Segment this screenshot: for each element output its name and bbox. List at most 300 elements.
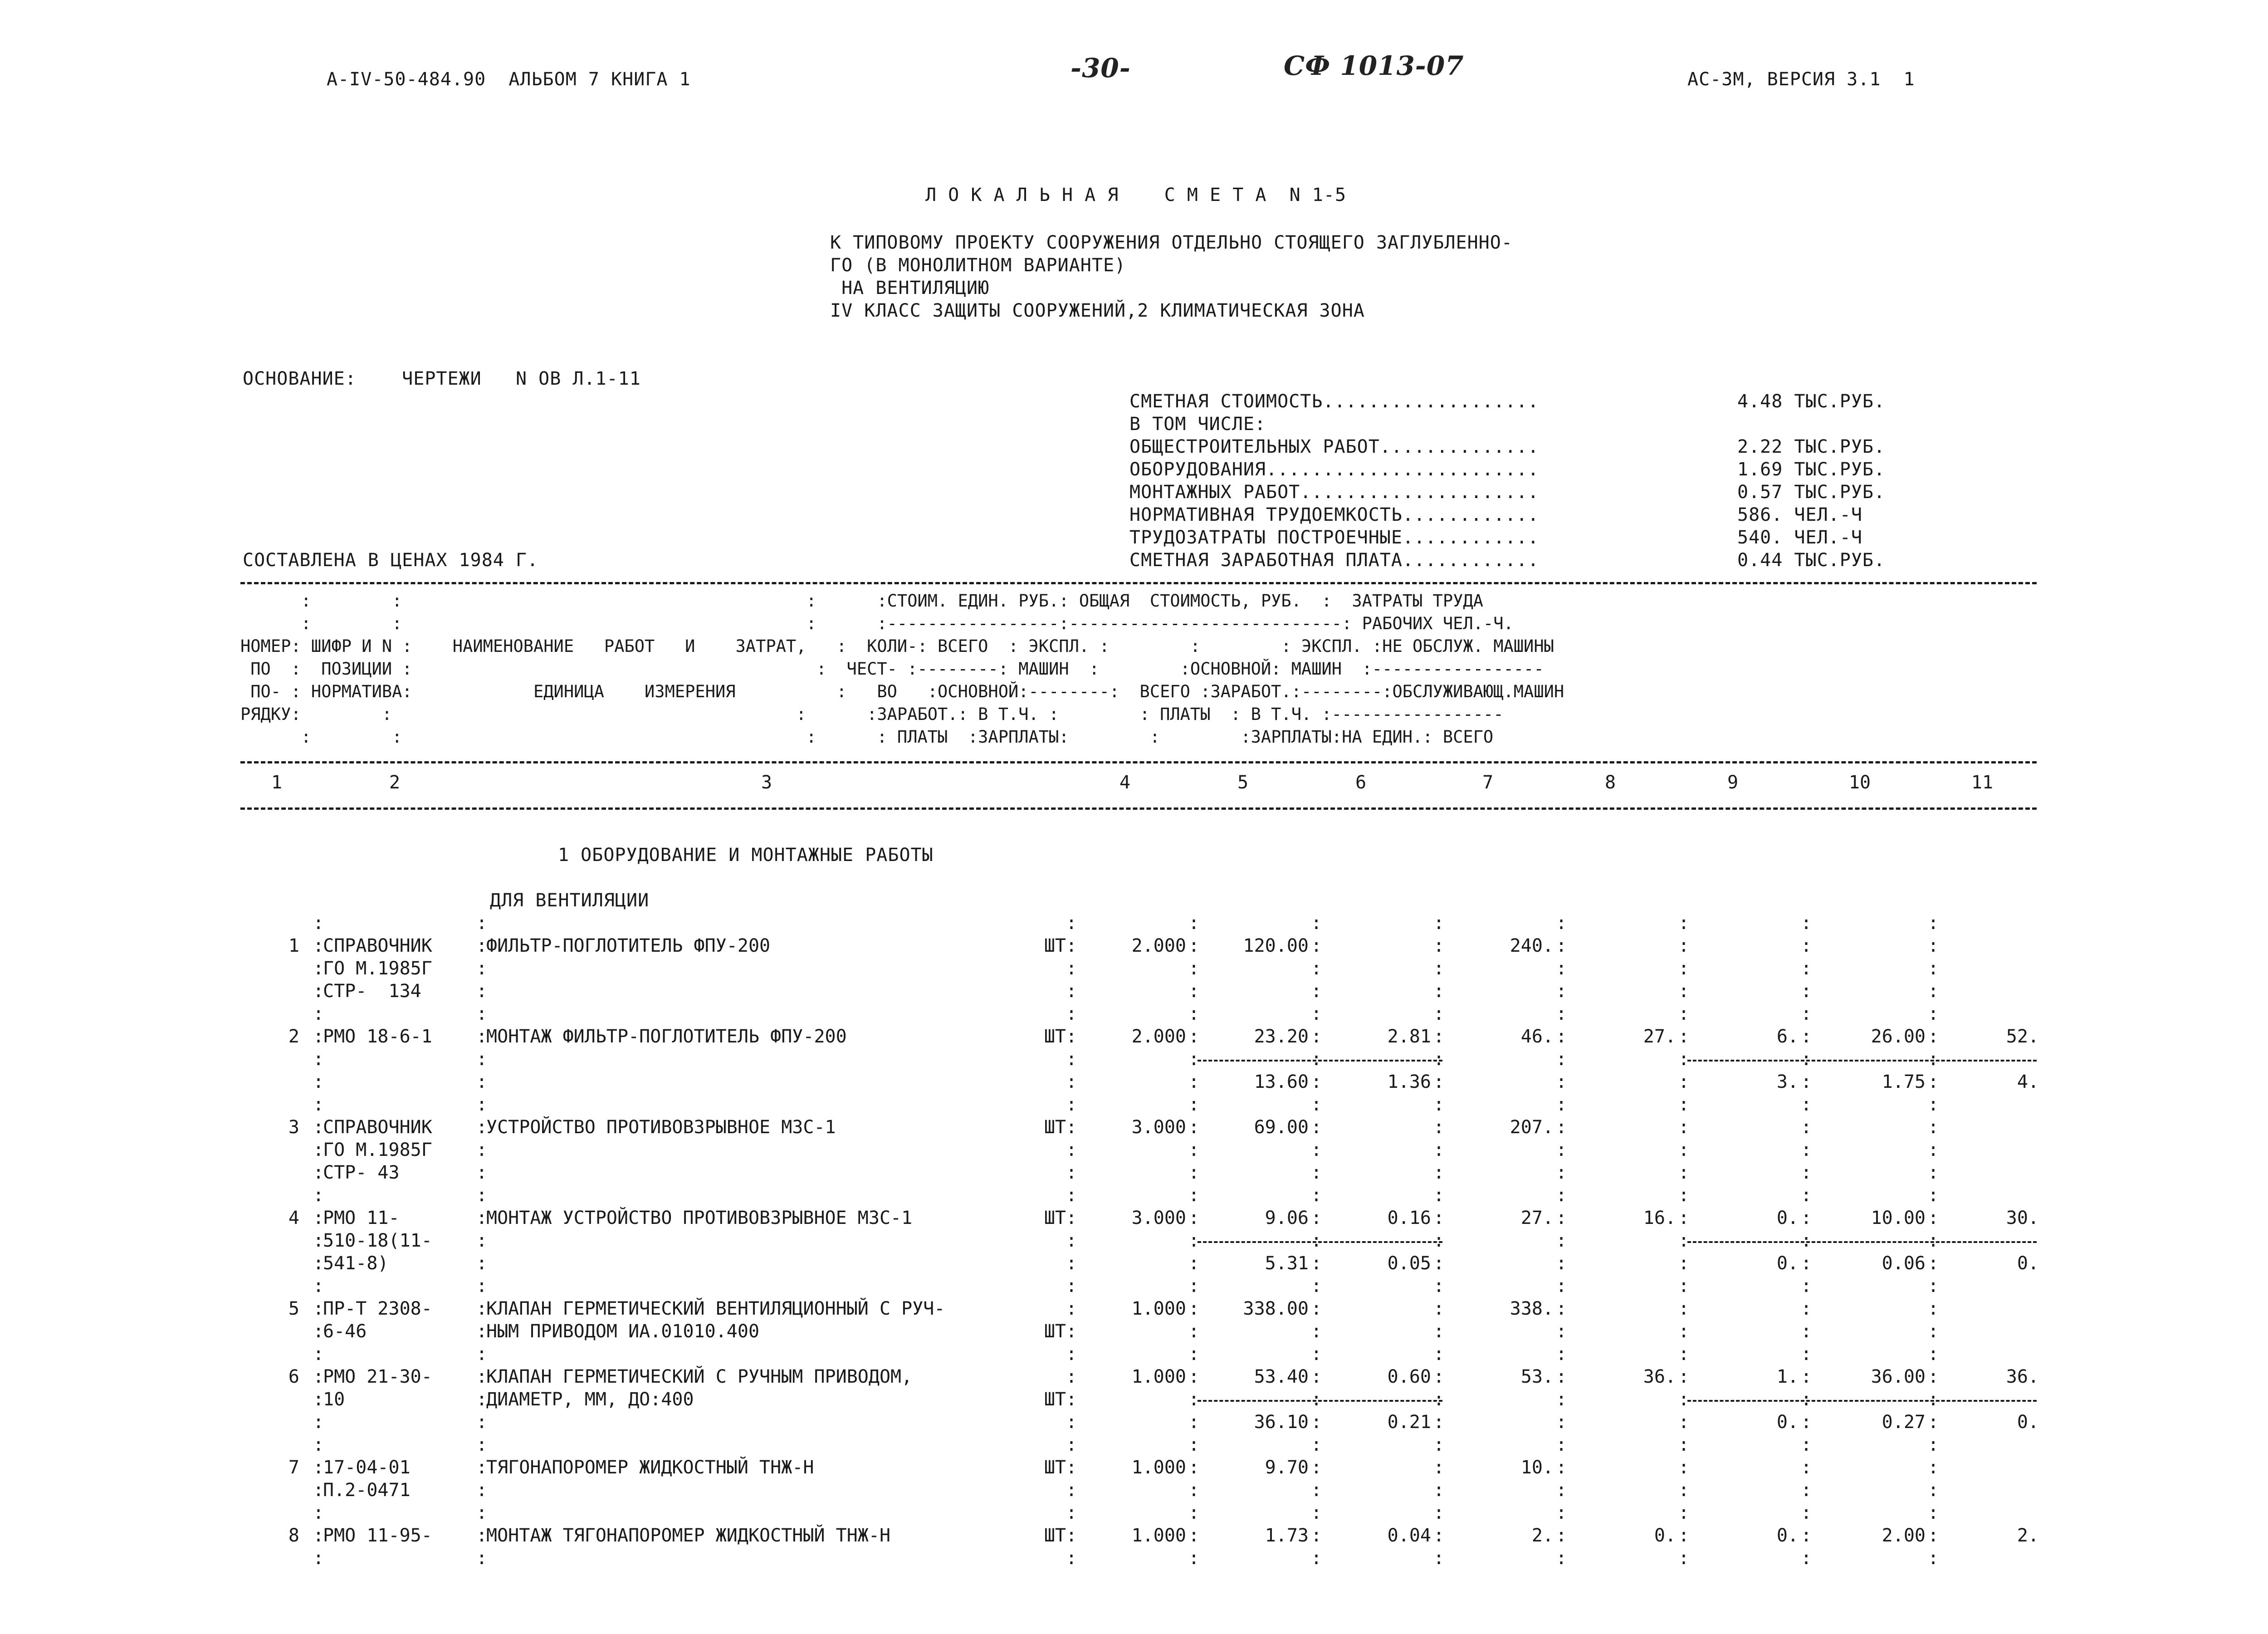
column-separator: : [1556, 1321, 1567, 1342]
total-base-wages: 36. [1643, 1366, 1676, 1387]
column-separator: : [1188, 1094, 1200, 1115]
column-separator: : [1556, 1412, 1567, 1433]
unit-cost-machines: 0.16 [1387, 1208, 1431, 1228]
column-separator: : [1801, 1366, 1812, 1387]
column-separator: : [1678, 1434, 1690, 1455]
column-separator: : [1801, 1298, 1812, 1319]
column-separator: : [1928, 935, 1939, 956]
column-separator: : [1311, 1003, 1322, 1024]
column-separator: : [1066, 1185, 1077, 1206]
column-separator: : [1311, 1071, 1322, 1092]
column-separator: : [476, 1276, 488, 1296]
column-separator: : [1678, 1117, 1690, 1138]
column-separator: : [1678, 1321, 1690, 1342]
column-separator: : [1928, 1276, 1939, 1296]
column-separator: : [1188, 1071, 1200, 1092]
total-machines: 0. [1776, 1525, 1799, 1546]
column-separator: : [1801, 1140, 1812, 1160]
column-separator: : [1556, 1366, 1567, 1387]
column-separator: : [1928, 1253, 1939, 1274]
column-separator: : [1066, 1276, 1077, 1296]
total-base-wages: 16. [1643, 1208, 1676, 1228]
item-name: МОНТАЖ ФИЛЬТР-ПОГЛОТИТЕЛЬ ФПУ-200 [486, 1026, 847, 1047]
column-separator: : [1678, 1366, 1690, 1387]
column-separator: : [1678, 1162, 1690, 1183]
column-separator: : [1433, 1162, 1445, 1183]
column-separator: : [313, 1276, 324, 1296]
column-separator: : [1311, 1298, 1322, 1319]
header-line: РЯДКУ: : : :ЗАРАБОТ.: В Т.Ч. : : ПЛАТЫ : В Т.Ч. :----------------- [240, 704, 1504, 724]
column-separator: : [1188, 1026, 1200, 1047]
column-separator: : [1433, 1344, 1445, 1365]
norm-code: 6-46 [323, 1321, 367, 1342]
column-separator: : [1928, 1230, 1939, 1251]
column-separator: : [476, 1071, 488, 1092]
column-separator: : [1678, 1276, 1690, 1296]
summary-value: 0.44 ТЫС.РУБ. [1737, 550, 1886, 571]
column-separator: : [476, 1230, 488, 1251]
labor-machines-total: 0. [2017, 1412, 2039, 1433]
column-separator: : [476, 1548, 488, 1569]
unit-cost-total: 1.73 [1265, 1525, 1309, 1546]
column-separator: : [1801, 1162, 1812, 1183]
column-separator: : [1928, 1003, 1939, 1024]
column-separator: : [1678, 1253, 1690, 1274]
column-separator: : [1928, 1140, 1939, 1160]
item-name: УСТРОЙСТВО ПРОТИВОВЗРЫВНОЕ МЗС-1 [486, 1117, 836, 1138]
column-separator: : [476, 1208, 488, 1228]
column-separator: : [1928, 1502, 1939, 1523]
total-cost: 53. [1520, 1366, 1554, 1387]
column-separator: : [1678, 1230, 1690, 1251]
column-separator: : [1433, 1366, 1445, 1387]
row-number: 6 [288, 1366, 299, 1387]
column-number: 2 [389, 772, 401, 793]
column-separator: : [1433, 1548, 1445, 1569]
column-separator: : [1801, 1502, 1812, 1523]
column-separator: : [1188, 1389, 1200, 1410]
column-separator: : [1066, 958, 1077, 979]
unit: ШТ [1044, 935, 1066, 956]
norm-code: СПРАВОЧНИК [323, 1117, 432, 1138]
labor-machines-total: 0. [2017, 1253, 2039, 1274]
column-separator: : [1678, 1071, 1690, 1092]
unit-cost-total: 338.00 [1243, 1298, 1309, 1319]
section-title: 1 ОБОРУДОВАНИЕ И МОНТАЖНЫЕ РАБОТЫ [558, 845, 934, 866]
column-separator: : [1188, 1253, 1200, 1274]
row-number: 2 [288, 1026, 299, 1047]
software-version: АС-3М, ВЕРСИЯ 3.1 1 [1687, 69, 1915, 90]
column-separator: : [1928, 1525, 1939, 1546]
quantity: 3.000 [1131, 1117, 1186, 1138]
quantity: 1.000 [1131, 1366, 1186, 1387]
column-separator: : [1066, 935, 1077, 956]
column-separator: : [1556, 1525, 1567, 1546]
item-name: ДИАМЕТР, ММ, ДО:400 [486, 1389, 694, 1410]
unit: ШТ [1044, 1389, 1066, 1410]
labor-total: 2. [2017, 1525, 2039, 1546]
column-separator: : [1311, 1344, 1322, 1365]
labor-per-unit: 10.00 [1871, 1208, 1926, 1228]
column-separator: : [1311, 1321, 1322, 1342]
labor-per-unit: 36.00 [1871, 1366, 1926, 1387]
column-separator: : [1928, 1480, 1939, 1501]
header-line: ПО : ПОЗИЦИИ : : ЧЕСТ- :--------: МАШИН : :ОСНОВНОЙ: МАШИН :----------------- [240, 659, 1544, 679]
column-number: 7 [1482, 772, 1494, 793]
column-separator: : [1433, 913, 1445, 934]
column-separator: : [1433, 1185, 1445, 1206]
column-separator: : [1066, 1389, 1077, 1410]
column-separator: : [1433, 1026, 1445, 1047]
norm-code: РМО 11- [323, 1208, 400, 1228]
labor-machines-per-unit: 0.27 [1882, 1412, 1926, 1433]
column-separator: : [1433, 1253, 1445, 1274]
divider [240, 761, 2037, 763]
column-separator: : [1311, 1525, 1322, 1546]
column-separator: : [313, 1208, 324, 1228]
item-name: НЫМ ПРИВОДОМ ИА.01010.400 [486, 1321, 760, 1342]
column-separator: : [1928, 1162, 1939, 1183]
column-separator: : [1433, 1003, 1445, 1024]
row-number: 7 [288, 1457, 299, 1478]
divider [1687, 1400, 2037, 1402]
column-separator: : [1678, 1457, 1690, 1478]
column-separator: : [476, 1117, 488, 1138]
total-machines: 0. [1776, 1208, 1799, 1228]
column-separator: : [1928, 1389, 1939, 1410]
column-separator: : [476, 935, 488, 956]
column-separator: : [1433, 1480, 1445, 1501]
column-separator: : [1433, 1140, 1445, 1160]
total-cost: 2. [1531, 1525, 1554, 1546]
norm-code: РМО 21-30- [323, 1366, 432, 1387]
column-separator: : [1311, 1230, 1322, 1251]
column-separator: : [476, 1412, 488, 1433]
total-cost: 10. [1520, 1457, 1554, 1478]
column-separator: : [1556, 1208, 1567, 1228]
column-separator: : [1678, 1185, 1690, 1206]
section-subtitle: ДЛЯ ВЕНТИЛЯЦИИ [490, 890, 650, 911]
album-reference: А-IV-50-484.90 АЛЬБОМ 7 КНИГА 1 [327, 69, 691, 90]
column-separator: : [1678, 1548, 1690, 1569]
column-separator: : [313, 913, 324, 934]
project-line-2: ГО (В МОНОЛИТНОМ ВАРИАНТЕ) [830, 255, 1126, 276]
column-separator: : [1188, 1140, 1200, 1160]
column-separator: : [1928, 1412, 1939, 1433]
column-separator: : [1556, 1548, 1567, 1569]
column-separator: : [476, 1140, 488, 1160]
total-cost: 27. [1520, 1208, 1554, 1228]
divider [240, 807, 2037, 810]
labor-machines-per-unit: 1.75 [1882, 1071, 1926, 1092]
norm-code: ГО М.1985Г [323, 1140, 432, 1160]
column-separator: : [1556, 1344, 1567, 1365]
column-separator: : [1678, 1094, 1690, 1115]
total-base-wages: 27. [1643, 1026, 1676, 1047]
base-wages-per-unit: 5.31 [1265, 1253, 1309, 1274]
column-separator: : [1188, 1298, 1200, 1319]
total-base-wages: 0. [1654, 1525, 1676, 1546]
column-separator: : [1188, 1003, 1200, 1024]
column-separator: : [476, 1094, 488, 1115]
column-separator: : [1066, 1003, 1077, 1024]
column-separator: : [313, 1140, 324, 1160]
column-number: 1 [271, 772, 283, 793]
column-separator: : [1556, 1162, 1567, 1183]
column-separator: : [476, 1321, 488, 1342]
column-separator: : [1066, 1071, 1077, 1092]
column-separator: : [1066, 1344, 1077, 1365]
column-separator: : [1311, 1434, 1322, 1455]
column-separator: : [1433, 1457, 1445, 1478]
column-separator: : [476, 1026, 488, 1047]
column-separator: : [313, 1502, 324, 1523]
norm-code: ПР-Т 2308- [323, 1298, 432, 1319]
column-separator: : [1311, 1049, 1322, 1070]
column-separator: : [1433, 1434, 1445, 1455]
column-separator: : [1433, 1389, 1445, 1410]
column-separator: : [1066, 1230, 1077, 1251]
column-separator: : [1066, 1140, 1077, 1160]
column-separator: : [1433, 1525, 1445, 1546]
column-separator: : [1928, 1344, 1939, 1365]
column-separator: : [1678, 1389, 1690, 1410]
total-cost: 240. [1510, 935, 1554, 956]
column-number: 4 [1119, 772, 1131, 793]
column-number: 3 [761, 772, 772, 793]
column-separator: : [1801, 1548, 1812, 1569]
column-separator: : [1801, 1434, 1812, 1455]
unit: ШТ [1044, 1208, 1066, 1228]
column-separator: : [313, 1071, 324, 1092]
labor-machines-total: 4. [2017, 1071, 2039, 1092]
column-separator: : [313, 1253, 324, 1274]
column-separator: : [313, 1366, 324, 1387]
unit: ШТ [1044, 1117, 1066, 1138]
column-separator: : [1928, 1049, 1939, 1070]
summary-value: 2.22 ТЫС.РУБ. [1737, 436, 1886, 457]
price-basis: СОСТАВЛЕНА В ЦЕНАХ 1984 Г. [243, 550, 539, 571]
column-separator: : [1433, 981, 1445, 1002]
column-separator: : [1311, 1366, 1322, 1387]
column-separator: : [1433, 935, 1445, 956]
column-separator: : [1188, 981, 1200, 1002]
column-separator: : [1678, 935, 1690, 956]
machine-wages-total: 0. [1776, 1412, 1799, 1433]
column-separator: : [1556, 1117, 1567, 1138]
unit-cost-machines: 0.60 [1387, 1366, 1431, 1387]
total-cost: 207. [1510, 1117, 1554, 1138]
labor-total: 30. [2006, 1208, 2039, 1228]
column-separator: : [476, 913, 488, 934]
column-separator: : [1801, 1457, 1812, 1478]
item-name: МОНТАЖ УСТРОЙСТВО ПРОТИВОВЗРЫВНОЕ МЗС-1 [486, 1208, 913, 1228]
column-separator: : [313, 1026, 324, 1047]
column-separator: : [1801, 913, 1812, 934]
column-separator: : [1188, 1321, 1200, 1342]
column-separator: : [1188, 1412, 1200, 1433]
column-separator: : [476, 1525, 488, 1546]
column-separator: : [1801, 1049, 1812, 1070]
item-name: КЛАПАН ГЕРМЕТИЧЕСКИЙ ВЕНТИЛЯЦИОННЫЙ С РУЧ- [486, 1298, 945, 1319]
unit-cost-total: 120.00 [1243, 935, 1309, 956]
column-separator: : [476, 1434, 488, 1455]
summary-label: СМЕТНАЯ ЗАРАБОТНАЯ ПЛАТА............ [1129, 550, 1539, 571]
item-name: КЛАПАН ГЕРМЕТИЧЕСКИЙ С РУЧНЫМ ПРИВОДОМ, [486, 1366, 913, 1387]
column-separator: : [1678, 1140, 1690, 1160]
machine-wages-per-unit: 0.21 [1387, 1412, 1431, 1433]
base-wages-per-unit: 36.10 [1254, 1412, 1309, 1433]
column-separator: : [1556, 1434, 1567, 1455]
labor-machines-per-unit: 0.06 [1882, 1253, 1926, 1274]
column-separator: : [1678, 1208, 1690, 1228]
column-separator: : [313, 1389, 324, 1410]
column-separator: : [1066, 1434, 1077, 1455]
column-separator: : [313, 1003, 324, 1024]
column-separator: : [1188, 1185, 1200, 1206]
unit-cost-machines: 2.81 [1387, 1026, 1431, 1047]
divider [1198, 1241, 1442, 1243]
column-separator: : [1311, 1208, 1322, 1228]
norm-code: 510-18(11- [323, 1230, 432, 1251]
norm-code: СПРАВОЧНИК [323, 935, 432, 956]
column-separator: : [1433, 958, 1445, 979]
column-separator: : [1801, 1094, 1812, 1115]
norm-code: ГО М.1985Г [323, 958, 432, 979]
divider [1198, 1400, 1442, 1402]
project-line-4: IV КЛАСС ЗАЩИТЫ СООРУЖЕНИЙ,2 КЛИМАТИЧЕСКАЯ ЗОНА [830, 300, 1365, 321]
column-separator: : [1801, 1185, 1812, 1206]
column-separator: : [1556, 1094, 1567, 1115]
divider [240, 582, 2037, 584]
column-separator: : [313, 1525, 324, 1546]
column-separator: : [1928, 1026, 1939, 1047]
column-separator: : [476, 1185, 488, 1206]
column-separator: : [1678, 1026, 1690, 1047]
column-separator: : [1433, 1049, 1445, 1070]
column-separator: : [1801, 1003, 1812, 1024]
column-separator: : [313, 958, 324, 979]
column-separator: : [1928, 913, 1939, 934]
column-separator: : [1556, 1502, 1567, 1523]
row-number: 5 [288, 1298, 299, 1319]
header-line: : : : :СТОИМ. ЕДИН. РУБ.: ОБЩАЯ СТОИМОСТЬ, РУБ. : ЗАТРАТЫ ТРУДА [240, 591, 1483, 611]
summary-value: 1.69 ТЫС.РУБ. [1737, 459, 1886, 480]
column-separator: : [313, 1480, 324, 1501]
column-separator: : [476, 958, 488, 979]
column-separator: : [476, 1344, 488, 1365]
unit-cost-total: 53.40 [1254, 1366, 1309, 1387]
column-separator: : [1928, 1457, 1939, 1478]
column-separator: : [1311, 1412, 1322, 1433]
column-separator: : [1188, 1457, 1200, 1478]
header-line: : : : : ПЛАТЫ :ЗАРПЛАТЫ: : :ЗАРПЛАТЫ:НА ЕДИН.: ВСЕГО [240, 727, 1494, 747]
summary-value: 540. ЧЕЛ.-Ч [1737, 527, 1862, 548]
column-separator: : [1928, 1298, 1939, 1319]
column-separator: : [313, 935, 324, 956]
column-separator: : [1556, 1140, 1567, 1160]
column-separator: : [1311, 1548, 1322, 1569]
column-separator: : [1678, 1525, 1690, 1546]
column-separator: : [1556, 981, 1567, 1002]
column-separator: : [1311, 1026, 1322, 1047]
column-separator: : [476, 1253, 488, 1274]
summary-value: 4.48 ТЫС.РУБ. [1737, 391, 1886, 412]
column-separator: : [313, 1094, 324, 1115]
column-separator: : [1188, 1208, 1200, 1228]
unit: ШТ [1044, 1525, 1066, 1546]
column-separator: : [313, 1298, 324, 1319]
column-separator: : [1928, 1117, 1939, 1138]
column-separator: : [1556, 1230, 1567, 1251]
column-separator: : [1678, 1344, 1690, 1365]
column-separator: : [313, 1230, 324, 1251]
column-separator: : [1556, 1298, 1567, 1319]
column-separator: : [1066, 1457, 1077, 1478]
total-machines: 1. [1776, 1366, 1799, 1387]
column-separator: : [313, 1434, 324, 1455]
norm-code: СТР- 134 [323, 981, 421, 1002]
column-number: 11 [1971, 772, 1994, 793]
summary-label: МОНТАЖНЫХ РАБОТ..................... [1129, 482, 1539, 503]
column-separator: : [476, 1502, 488, 1523]
column-separator: : [1928, 1321, 1939, 1342]
column-separator: : [1311, 1276, 1322, 1296]
column-separator: : [1556, 1049, 1567, 1070]
column-separator: : [1066, 913, 1077, 934]
summary-value: 586. ЧЕЛ.-Ч [1737, 504, 1862, 525]
project-line-3: НА ВЕНТИЛЯЦИЮ [830, 278, 990, 298]
column-separator: : [1188, 1548, 1200, 1569]
machine-wages-total: 0. [1776, 1253, 1799, 1274]
column-separator: : [1311, 1457, 1322, 1478]
labor-per-unit: 26.00 [1871, 1026, 1926, 1047]
column-separator: : [1066, 1094, 1077, 1115]
norm-code: 10 [323, 1389, 345, 1410]
unit-cost-total: 9.06 [1265, 1208, 1309, 1228]
column-separator: : [1678, 1412, 1690, 1433]
norm-code: РМО 18-6-1 [323, 1026, 432, 1047]
column-separator: : [1678, 1480, 1690, 1501]
column-separator: : [1311, 1480, 1322, 1501]
project-line-1: К ТИПОВОМУ ПРОЕКТУ СООРУЖЕНИЯ ОТДЕЛЬНО СТОЯЩЕГО ЗАГЛУБЛЕННО- [830, 232, 1513, 253]
page-number: -30- [1070, 53, 1131, 83]
column-separator: : [1928, 1071, 1939, 1092]
divider [1687, 1241, 2037, 1243]
column-separator: : [1801, 1230, 1812, 1251]
summary-label: НОРМАТИВНАЯ ТРУДОЕМКОСТЬ............ [1129, 504, 1539, 525]
column-separator: : [1066, 1049, 1077, 1070]
summary-value: 0.57 ТЫС.РУБ. [1737, 482, 1886, 503]
column-separator: : [1066, 1525, 1077, 1546]
column-separator: : [1801, 1480, 1812, 1501]
column-separator: : [1311, 1140, 1322, 1160]
column-separator: : [1433, 1298, 1445, 1319]
column-separator: : [1066, 1480, 1077, 1501]
handwritten-code: СФ 1013-07 [1284, 50, 1464, 81]
column-separator: : [1801, 1344, 1812, 1365]
quantity: 3.000 [1131, 1208, 1186, 1228]
column-separator: : [1066, 1502, 1077, 1523]
column-separator: : [476, 1389, 488, 1410]
column-separator: : [313, 1412, 324, 1433]
unit-cost-total: 69.00 [1254, 1117, 1309, 1138]
column-separator: : [1801, 1026, 1812, 1047]
divider [1198, 1060, 1442, 1062]
column-separator: : [1433, 1276, 1445, 1296]
labor-total: 36. [2006, 1366, 2039, 1387]
norm-code: 541-8) [323, 1253, 389, 1274]
